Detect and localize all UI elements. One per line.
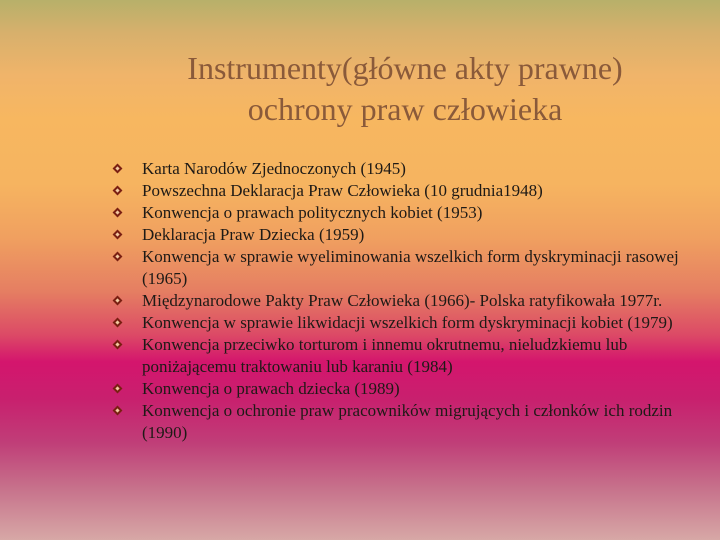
- list-item: [112, 312, 714, 334]
- list-item-text: Międzynarodowe Pakty Praw Człowieka (1966)- Polska ratyfikowała 1977r.: [142, 291, 663, 310]
- diamond-bullet-icon: [113, 406, 123, 416]
- list-item-text: Konwencja w sprawie likwidacji wszelkich form dyskryminacji kobiet (1979): [142, 313, 673, 332]
- list-item-text: Konwencja przeciwko torturom i innemu okrutnemu, nieludzkiemu lub poniżającemu traktowaniu lub karaniu (1984): [142, 335, 628, 376]
- list-item: [112, 158, 714, 180]
- list-item-text: Powszechna Deklaracja Praw Człowieka (10 grudnia1948): [142, 181, 543, 200]
- list-item: [112, 290, 714, 312]
- list-item-text: Konwencja w sprawie wyeliminowania wszelkich form dyskryminacji rasowej (1965): [142, 247, 679, 288]
- list-item-text: Karta Narodów Zjednoczonych (1945): [142, 159, 406, 178]
- slide-title: [110, 48, 700, 130]
- diamond-bullet-icon: [113, 186, 123, 196]
- diamond-bullet-icon: [113, 384, 123, 394]
- list-item-text: Konwencja o prawach politycznych kobiet (1953): [142, 203, 483, 222]
- bullet-list: [112, 158, 714, 444]
- diamond-bullet-icon: [113, 208, 123, 218]
- diamond-bullet-icon: [113, 340, 123, 350]
- diamond-bullet-icon: [113, 252, 123, 262]
- diamond-bullet-icon: [113, 230, 123, 240]
- list-item: [112, 202, 714, 224]
- list-item-text: Deklaracja Praw Dziecka (1959): [142, 225, 365, 244]
- list-item: [112, 378, 714, 400]
- list-item-text: Konwencja o ochronie praw pracowników migrujących i członków ich rodzin (1990): [142, 401, 673, 442]
- title-line-1: Instrumenty(główne akty prawne): [187, 50, 623, 86]
- list-item: [112, 180, 714, 202]
- list-item: [112, 334, 714, 378]
- diamond-bullet-icon: [113, 164, 123, 174]
- title-line-2: ochrony praw człowieka: [247, 91, 563, 127]
- diamond-bullet-icon: [113, 296, 123, 306]
- list-item-text: Konwencja o prawach dziecka (1989): [142, 379, 400, 398]
- list-item: [112, 400, 714, 444]
- diamond-bullet-icon: [113, 318, 123, 328]
- list-item: [112, 246, 714, 290]
- list-item: [112, 224, 714, 246]
